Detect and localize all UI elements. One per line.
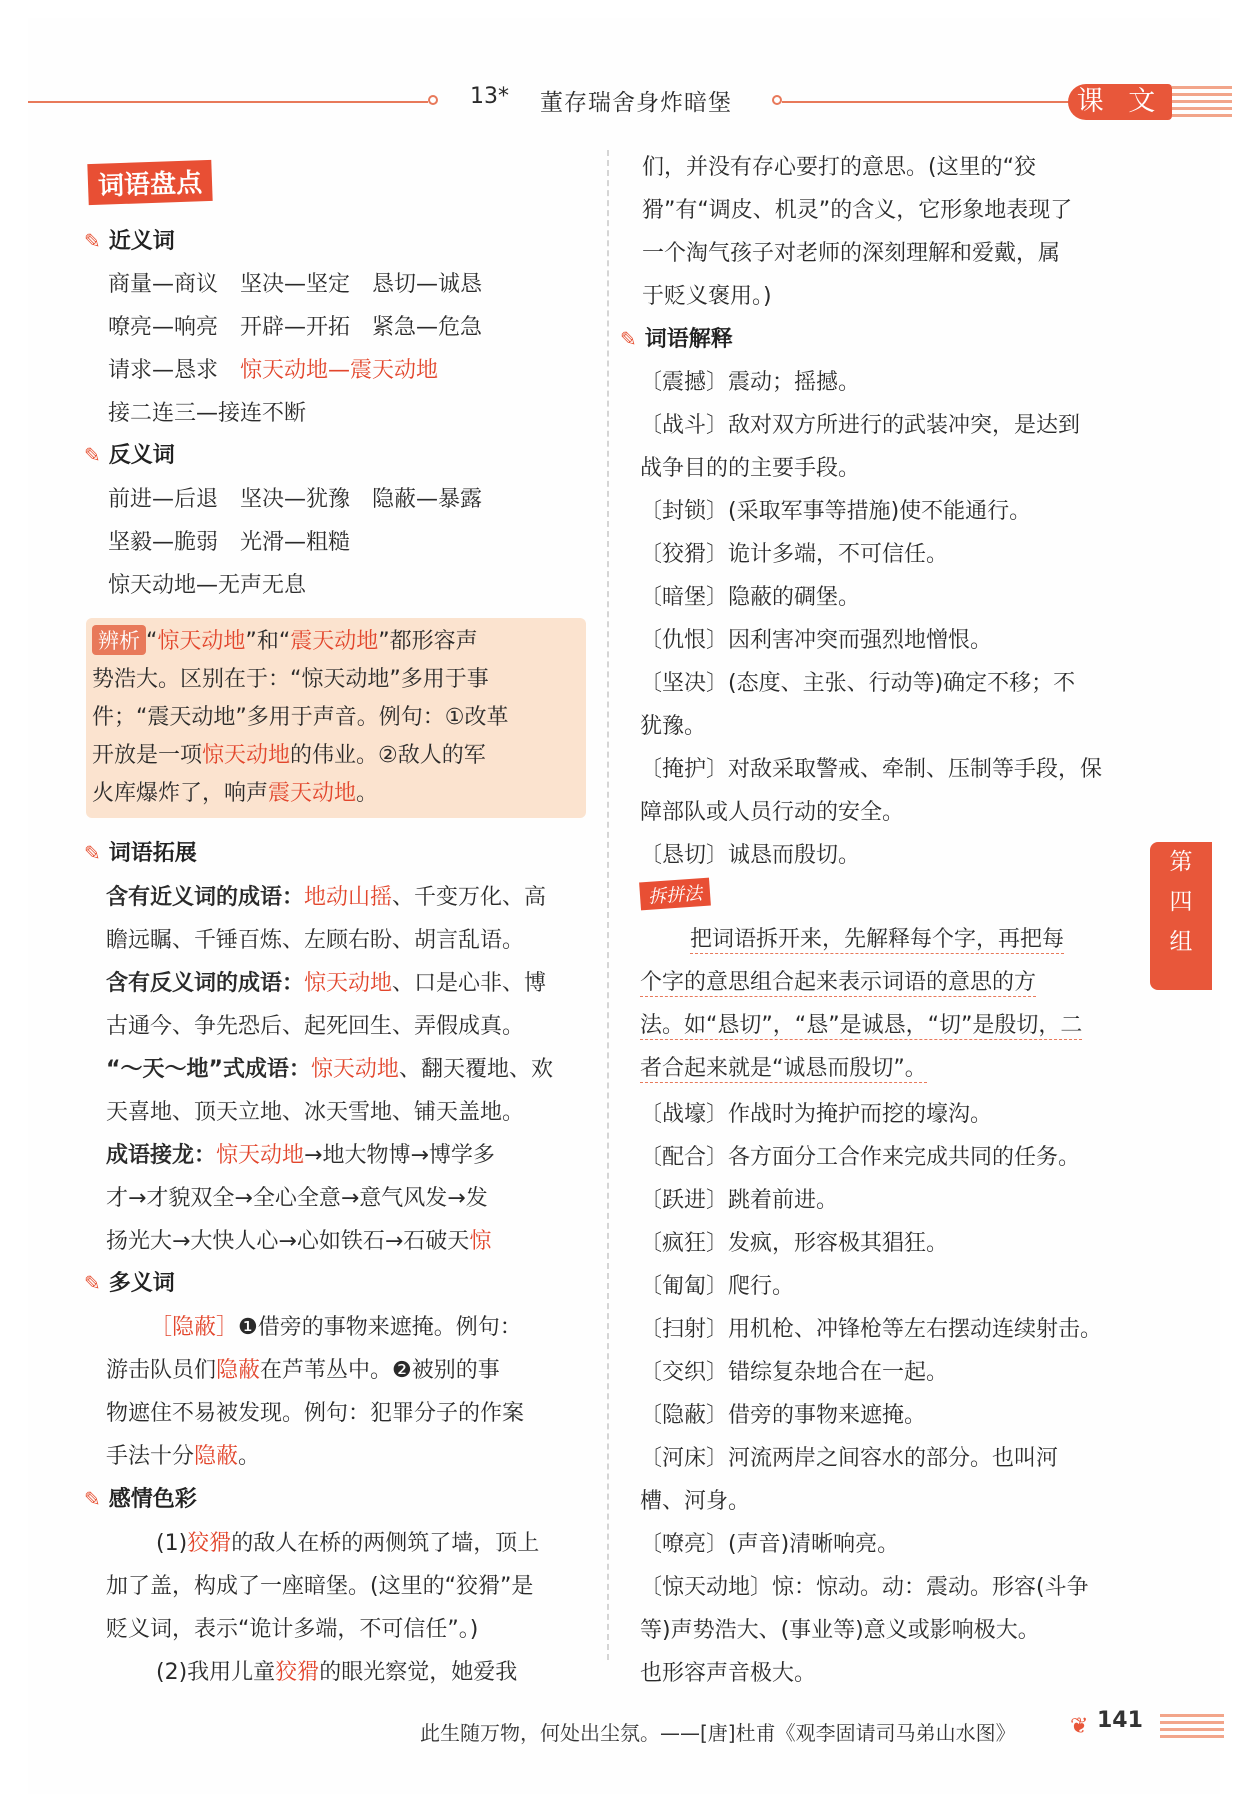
definition-line: 〔暗堡〕隐蔽的碉堡。 (640, 585, 861, 610)
badge-stripes (1172, 86, 1232, 120)
definition-line: 战争目的的主要手段。 (640, 456, 861, 481)
expansion-line: 含有反义词的成语：惊天动地、口是心非、博 (106, 971, 547, 996)
continued-line: 们，并没有存心要打的意思。(这里的“狡 (642, 155, 1036, 180)
analysis-line: 势浩大。区别在于：“惊天动地”多用于事 (92, 667, 489, 692)
definition-line: 〔震撼〕震动；摇撼。 (640, 370, 861, 395)
expansion-line: 含有近义词的成语：地动山摇、千变万化、高 (106, 885, 547, 910)
subheading-synonyms: ✎ 近义词 (84, 229, 175, 254)
pen-icon: ✎ (84, 443, 101, 467)
emotion-line: 加了盖，构成了一座暗堡。(这里的“狡猾”是 (106, 1574, 534, 1599)
emotion-line: (1)狡猾的敌人在桥的两侧筑了墙，顶上 (156, 1531, 540, 1556)
definition-line: 〔隐蔽〕借旁的事物来遮掩。 (640, 1403, 927, 1428)
subheading-definitions: ✎ 词语解释 (620, 327, 733, 352)
subheading-emotion: ✎ 感情色彩 (84, 1487, 197, 1512)
header-dot-left (428, 95, 438, 105)
expansion-line: 才→才貌双全→全心全意→意气风发→发 (106, 1186, 488, 1211)
definition-line: 〔交织〕错综复杂地合在一起。 (640, 1360, 949, 1385)
pen-icon: ✎ (84, 1271, 101, 1295)
footer-quote: 此生随万物，何处出尘氛。——[唐]杜甫《观李固请司马弟山水图》 (420, 1721, 1016, 1745)
expansion-line: 瞻远瞩、千锤百炼、左顾右盼、胡言乱语。 (106, 928, 525, 953)
continued-line: 猾”有“调皮、机灵”的含义，它形象地表现了 (642, 198, 1073, 223)
pen-icon: ✎ (620, 327, 637, 351)
expansion-line: 成语接龙：惊天动地→地大物博→博学多 (106, 1143, 495, 1168)
pen-icon: ✎ (84, 841, 101, 865)
page-number: 141 (1097, 1708, 1143, 1733)
column-divider (607, 150, 609, 1660)
analysis-line: 开放是一项惊天动地的伟业。②敌人的军 (92, 743, 486, 768)
polysemy-line: ［隐蔽］❶借旁的事物来遮掩。例句： (150, 1315, 522, 1340)
definition-line: 〔战壕〕作战时为掩护而挖的壕沟。 (640, 1102, 993, 1127)
definition-line: 槽、河身。 (640, 1489, 751, 1514)
section-title: 词语盘点 (87, 160, 212, 205)
definition-line: 〔惊天动地〕惊：惊动。动：震动。形容(斗争 (640, 1575, 1089, 1600)
lesson-number: 13* (470, 84, 509, 109)
definition-line: 〔坚决〕(态度、主张、行动等)确定不移；不 (640, 671, 1076, 696)
expansion-line: 扬光大→大快人心→心如铁石→石破天惊 (106, 1229, 492, 1254)
polysemy-line: 物遮住不易被发现。例句：犯罪分子的作案 (106, 1401, 525, 1426)
method-line: 把词语拆开来，先解释每个字，再把每 (690, 922, 1064, 954)
section-badge: 课 文 (1068, 84, 1172, 120)
synonym-line: 嘹亮—响亮 开辟—开拓 紧急—危急 (108, 315, 483, 340)
subheading-expansion: ✎ 词语拓展 (84, 841, 197, 866)
definition-line: 〔封锁〕(采取军事等措施)使不能通行。 (640, 499, 1032, 524)
unit-side-tab: 第 四 组 (1150, 842, 1212, 990)
expansion-line: 古通今、争先恐后、起死回生、弄假成真。 (106, 1014, 525, 1039)
continued-line: 一个淘气孩子对老师的深刻理解和爱戴，属 (642, 241, 1061, 266)
antonym-line: 坚毅—脆弱 光滑—粗糙 (108, 530, 351, 555)
header-dot-right (772, 95, 782, 105)
method-line: 个字的意思组合起来表示词语的意思的方 (640, 965, 1036, 997)
definition-line: 〔狡猾〕诡计多端，不可信任。 (640, 542, 949, 567)
method-tag: 拆拼法 (639, 878, 711, 911)
leaf-icon: ❦ (1070, 1714, 1089, 1739)
definition-line: 〔扫射〕用机枪、冲锋枪等左右摆动连续射击。 (640, 1317, 1103, 1342)
method-line: 者合起来就是“诚恳而殷切”。 (640, 1051, 927, 1083)
definition-line: 〔嘹亮〕(声音)清晰响亮。 (640, 1532, 900, 1557)
definition-line: 等)声势浩大、(事业等)意义或影响极大。 (640, 1618, 1040, 1643)
definition-line: 〔疯狂〕发疯，形容极其猖狂。 (640, 1231, 949, 1256)
pen-icon: ✎ (84, 1487, 101, 1511)
analysis-line: 辨析 “惊天动地”和“震天动地”都形容声 (92, 624, 478, 655)
definition-line: 〔战斗〕敌对双方所进行的武装冲突，是达到 (640, 413, 1081, 438)
definition-line: 犹豫。 (640, 714, 707, 739)
pen-icon: ✎ (84, 229, 101, 253)
definition-line: 〔恳切〕诚恳而殷切。 (640, 843, 861, 868)
definition-line: 〔掩护〕对敌采取警戒、牵制、压制等手段，保 (640, 757, 1103, 782)
antonym-line: 前进—后退 坚决—犹豫 隐蔽—暴露 (108, 487, 483, 512)
continued-line: 于贬义褒用。) (642, 284, 772, 309)
definition-line: 〔匍匐〕爬行。 (640, 1274, 795, 1299)
definition-line: 〔跃进〕跳着前进。 (640, 1188, 839, 1213)
expansion-line: 天喜地、顶天立地、冰天雪地、铺天盖地。 (106, 1100, 525, 1125)
analysis-line: 火库爆炸了，响声震天动地。 (92, 781, 379, 806)
lesson-title: 董存瑞舍身炸暗堡 (540, 90, 732, 116)
antonym-line: 惊天动地—无声无息 (108, 573, 307, 598)
definition-line: 障部队或人员行动的安全。 (640, 800, 905, 825)
page-number-stripes (1160, 1714, 1224, 1738)
emotion-line: (2)我用儿童狡猾的眼光察觉，她爱我 (156, 1660, 518, 1685)
polysemy-line: 游击队员们隐蔽在芦苇丛中。❷被别的事 (106, 1358, 500, 1383)
subheading-polysemy: ✎ 多义词 (84, 1271, 175, 1296)
synonym-line: 请求—恳求 惊天动地—震天动地 (108, 358, 439, 383)
header-rule-left (28, 101, 428, 103)
expansion-line: “～天～地”式成语：惊天动地、翻天覆地、欢 (106, 1057, 553, 1082)
header-rule-right (782, 101, 1072, 103)
definition-line: 〔河床〕河流两岸之间容水的部分。也叫河 (640, 1446, 1059, 1471)
definition-line: 也形容声音极大。 (640, 1661, 817, 1686)
emotion-line: 贬义词，表示“诡计多端，不可信任”。) (106, 1617, 479, 1642)
analysis-tag: 辨析 (92, 625, 146, 655)
definition-line: 〔仇恨〕因利害冲突而强烈地憎恨。 (640, 628, 993, 653)
definition-line: 〔配合〕各方面分工合作来完成共同的任务。 (640, 1145, 1081, 1170)
polysemy-line: 手法十分隐蔽。 (106, 1444, 261, 1469)
synonym-line: 接二连三—接连不断 (108, 401, 307, 426)
analysis-line: 件；“震天动地”多用于声音。例句：①改革 (92, 705, 509, 730)
synonym-line: 商量—商议 坚决—坚定 恳切—诚恳 (108, 272, 483, 297)
method-line: 法。如“恳切”，“恳”是诚恳，“切”是殷切，二 (640, 1008, 1082, 1040)
subheading-antonyms: ✎ 反义词 (84, 443, 175, 468)
